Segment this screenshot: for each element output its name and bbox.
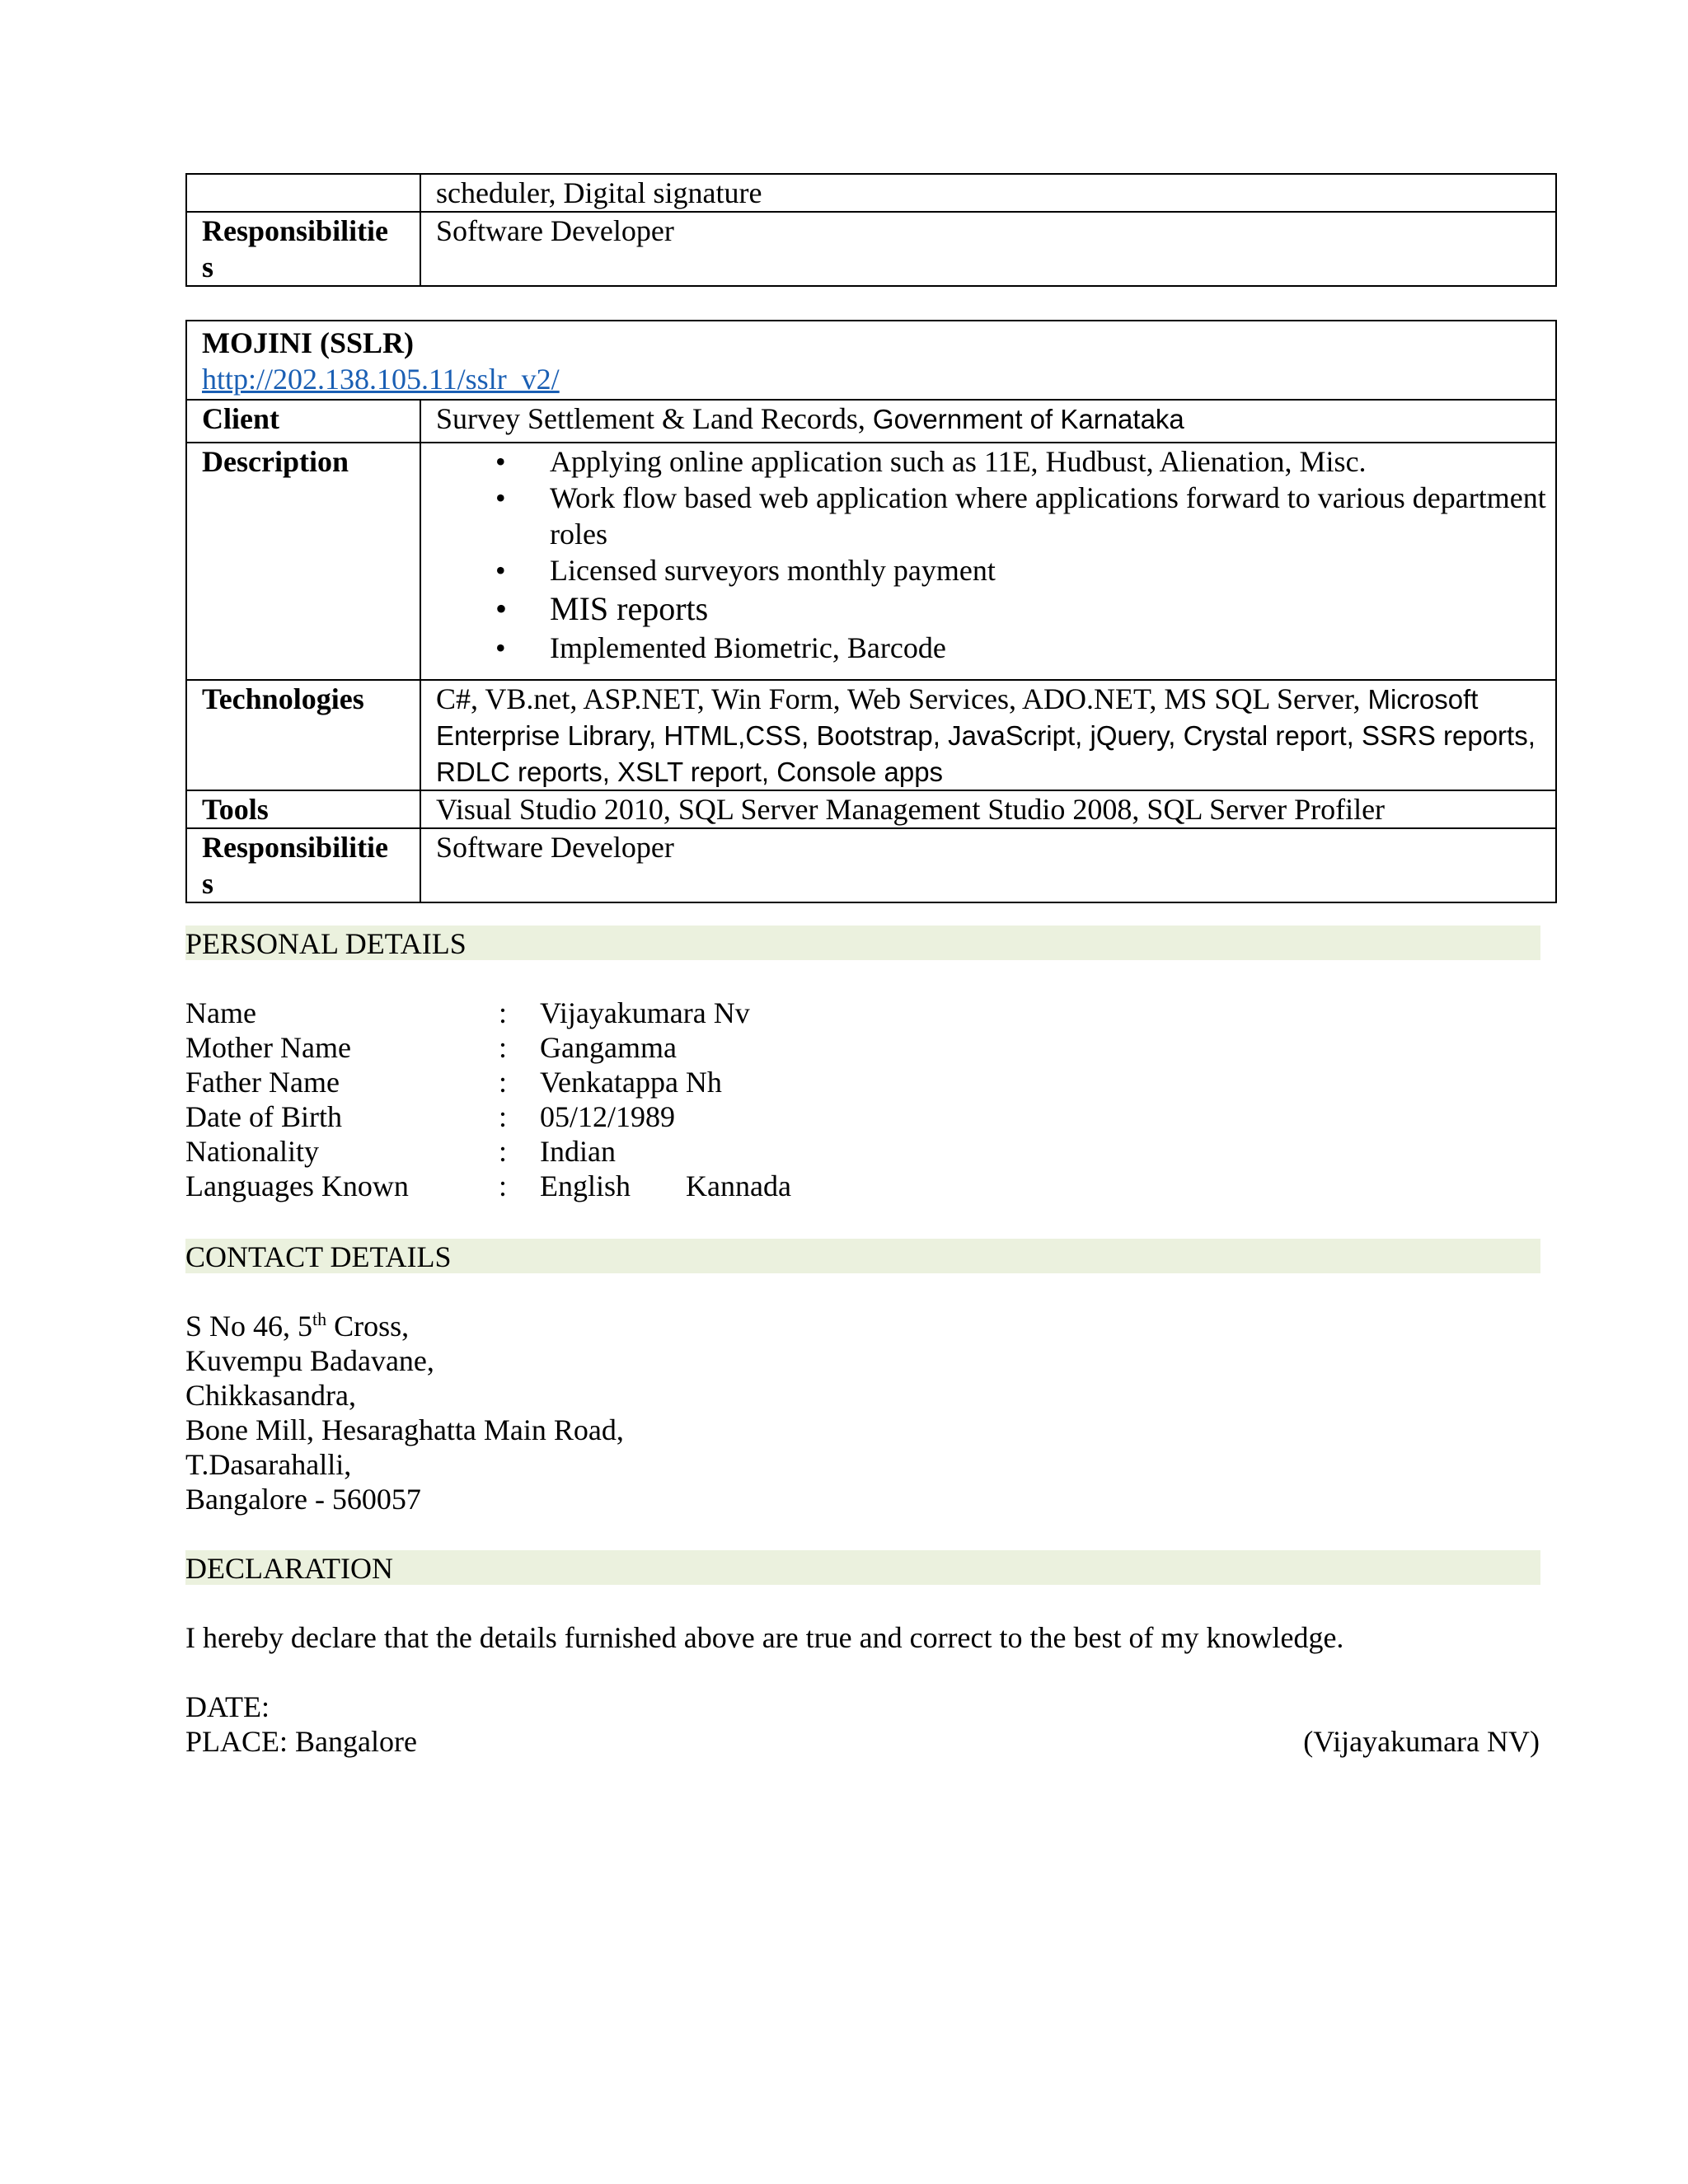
project-url-link[interactable]: http://202.138.105.11/sslr_v2/: [202, 363, 560, 396]
tools-label: Tools: [186, 790, 420, 828]
responsibilities-value: Software Developer: [420, 828, 1556, 902]
project-table-mojini: [185, 320, 1557, 903]
address-line: Bangalore - 560057: [185, 1483, 421, 1516]
table-row: [186, 212, 1556, 286]
tech-continued-value: scheduler, Digital signature: [420, 174, 1556, 212]
address-line: S No 46, 5th Cross,: [185, 1309, 410, 1343]
list-item: • Licensed surveyors monthly payment: [495, 554, 996, 587]
technologies-label: Technologies: [186, 680, 420, 790]
table-row: [186, 680, 1556, 790]
table-row: [186, 400, 1556, 443]
tools-value: Visual Studio 2010, SQL Server Management Studio 2008, SQL Server Profiler: [420, 790, 1556, 828]
responsibilities-label: Responsibilitie s: [186, 212, 420, 286]
address-line: Bone Mill, Hesaraghatta Main Road,: [185, 1413, 624, 1446]
date-label: DATE:: [185, 1690, 270, 1723]
client-value: Survey Settlement & Land Records, Government of Karnataka: [420, 400, 1556, 443]
address-line: Kuvempu Badavane,: [185, 1344, 434, 1377]
description-label: Description: [186, 443, 420, 680]
table-row: [186, 790, 1556, 828]
project-table-continued: [185, 173, 1557, 287]
section-heading-contact: CONTACT DETAILS: [185, 1239, 1540, 1273]
declaration-text: I hereby declare that the details furnished above are true and correct to the best of my knowledge.: [185, 1621, 1344, 1654]
table-row: [186, 443, 1556, 680]
list-item: • Applying online application such as 11E, Hudbust, Alienation, Misc.: [495, 445, 1367, 478]
table-row: [186, 321, 1556, 400]
list-item: • Work flow based web application where applications forward to various department roles: [495, 481, 1546, 551]
table-row: [186, 828, 1556, 902]
address-line: Chikkasandra,: [185, 1379, 356, 1412]
list-item: • MIS reports: [495, 590, 709, 627]
responsibilities-value: Software Developer: [420, 212, 1556, 286]
row-label: [186, 174, 420, 212]
project-header: [186, 321, 1556, 400]
section-heading-personal: PERSONAL DETAILS: [185, 926, 1540, 960]
technologies-value: C#, VB.net, ASP.NET, Win Form, Web Services, ADO.NET, MS SQL Server, Microsoft Enterprise Library, HTML,CSS, Bootstrap, JavaScript, jQuery, Crystal report, SSRS reports, RDLC reports, XSLT report, Console apps: [420, 680, 1556, 790]
signature-name: (Vijayakumara NV): [1303, 1725, 1540, 1758]
table-row: [186, 174, 1556, 212]
description-list: [436, 443, 1555, 666]
project-title: MOJINI (SSLR): [202, 326, 415, 359]
address-line: T.Dasarahalli,: [185, 1448, 352, 1481]
resume-page: scheduler, Digital signature Responsibilitie s Software Developer MOJINI (SSLR) http://202.138.105.11/sslr_v2/ Client Survey Settlement & Land Records, Government of Karnataka Description • Applying online application such as 11E, Hudbust, Alienation, Misc. • Work flow based web application where applications forward to various department roles • Licensed surveyors monthly payment • MIS reports • Implemented Biometric, Barcode Technologies C#, VB.net, ASP.NET, Win Form, Web Services, ADO.NET, MS SQL Server, Microsoft Enterprise Library, HTML,CSS, Bootstrap, JavaScript, jQuery, Crystal report, SSRS reports, RDLC reports, XSLT report, Console apps Tools Visual Studio 2010, SQL Server Management Studio 2008, SQL Server Profiler Responsibilitie s Software Developer PERSONAL DETAILS Name : Vijayakumara Nv Mother Name : Gangamma Father Name : Venkatappa Nh Date of Birth : 05/12/1989 Nationality : Indian Languages Known : English Kannada CONTACT DETAILS S No 46, 5th Cross, Kuvempu Badavane, Chikkasandra, Bone Mill, Hesaraghatta Main Road, T.Dasarahalli, Bangalore - 560057 DECLARATION I hereby declare that the details furnished above are true and correct to the best of my knowledge. DATE: PLACE: Bangalore (Vijayakumara NV): [0, 0, 1688, 2184]
place-label: PLACE: Bangalore: [185, 1725, 417, 1758]
list-item: • Implemented Biometric, Barcode: [495, 631, 946, 664]
client-label: Client: [186, 400, 420, 443]
section-heading-declaration: DECLARATION: [185, 1550, 1540, 1585]
responsibilities-label: Responsibilitie s: [186, 828, 420, 902]
description-value: [420, 443, 1556, 680]
